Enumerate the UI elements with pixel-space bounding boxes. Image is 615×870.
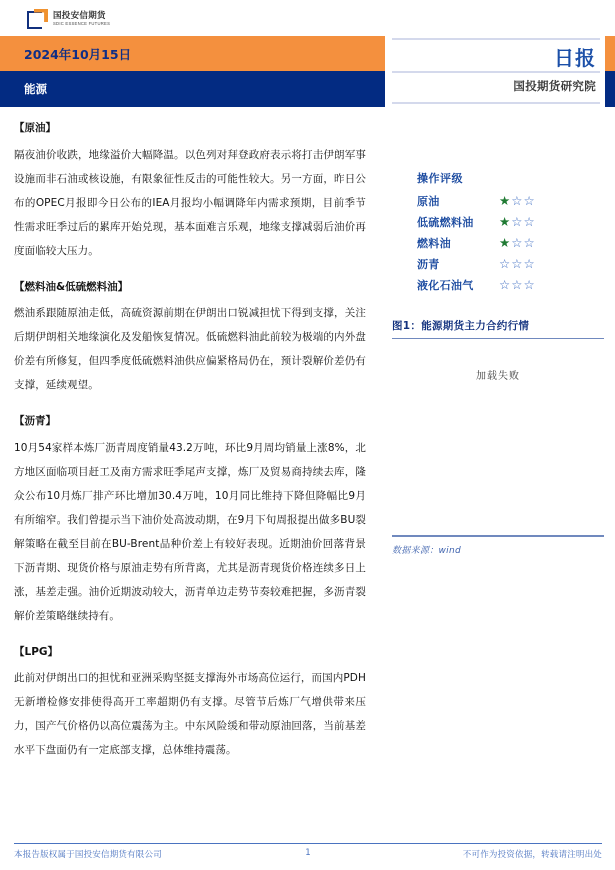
operation-rating-panel [392,170,602,298]
figure-chart-area [392,339,604,535]
header-rule-top [392,38,600,40]
report-body [14,122,366,780]
star-empty-icon: ☆ [523,234,536,250]
footer-disclaimer: 不可作为投资依据，转载请注明出处 [462,850,602,861]
rating-product-name: 低硫燃料油 [417,216,474,229]
header-right-panel [392,38,600,107]
rating-product-name: 液化石油气 [417,279,474,292]
star-empty-icon: ☆ [523,213,536,229]
report-header [0,36,615,107]
rating-row [417,193,602,209]
figure-load-failed-message: 加载失败 [476,371,520,383]
footer-rule [14,843,602,844]
rating-stars [499,255,536,271]
logo-company-name-en: SDIC ESSENCE FUTURES [53,21,111,27]
logo-mark-icon [27,9,48,30]
star-empty-icon: ☆ [499,276,512,292]
rating-product-name: 原油 [417,195,440,208]
logo-bar [0,0,615,36]
star-empty-icon: ☆ [511,192,524,208]
section-title: 【燃料油&低硫燃料油】 [14,280,129,293]
star-empty-icon: ☆ [511,276,524,292]
star-empty-icon: ☆ [511,213,524,229]
rating-stars [499,213,536,229]
figure-title: 图1：能源期货主力合约行情 [392,320,530,332]
company-logo [27,9,110,30]
header-navy-bar [0,71,385,107]
section-paragraph: 隔夜油价收跌，地缘溢价大幅降温。以色列对拜登政府表示将打击伊朗军事设施而非石油或核设施，有限象征性反击的可能性较大。另一方面，昨日公布的OPEC月报即今日公布的IEA月报均小幅调降年内需求预期，目前季节性需求旺季过后的累库开始兑现，基本面难言乐观，地缘支撑减弱后油价再度面临较大压力。 [14,148,366,257]
report-sector: 能源 [24,82,47,96]
star-filled-icon: ★ [499,213,512,229]
section-paragraph: 燃油系跟随原油走低，高硫资源前期在伊朗出口锐减担忧下得到支撑，关注后期伊朗相关地缘演化及发船恢复情况。低硫燃料油此前较为极端的内外盘价差有所修复，但四季度低硫燃料油供应偏紧格局仍在，预计裂解价差仍有支撑，延续观望。 [14,307,366,392]
section-fuel-oil [14,281,366,398]
star-empty-icon: ☆ [499,255,512,271]
section-title: 【沥青】 [14,415,56,428]
research-institute: 国投期货研究院 [513,79,596,93]
header-rule-middle [392,71,600,73]
page-footer [14,843,602,868]
section-title: 【原油】 [14,122,56,134]
rating-row [417,235,602,251]
rating-heading: 操作评级 [417,172,463,185]
section-paragraph: 此前对伊朗出口的担忧和亚洲采购坚挺支撑海外市场高位运行，而国内PDH无新增检修安排使得高开工率超期仍有支撑。尽管节后炼厂气增供带来压力，国产气价格仍以高位震荡为主。中东风险缓和带动原油回落，当前基差水平下盘面仍有一定底部支撑，总体维持震荡。 [14,672,366,757]
figure-1 [392,318,604,556]
rating-stars [499,234,536,250]
report-type: 日报 [554,46,596,70]
footer-copyright: 本报告版权属于国投安信期货有限公司 [14,850,162,861]
logo-text [53,12,110,26]
star-filled-icon: ★ [499,234,512,250]
section-bitumen [14,415,366,628]
figure-data-source: 数据来源：wind [392,545,461,556]
rating-stars [499,276,536,292]
star-empty-icon: ☆ [523,276,536,292]
section-lpg [14,646,366,763]
rating-row [417,214,602,230]
star-empty-icon: ☆ [511,234,524,250]
section-title: 【LPG】 [14,645,59,658]
logo-company-name-cn: 国投安信期货 [53,11,106,22]
star-empty-icon: ☆ [523,192,536,208]
footer-row [14,848,602,868]
rating-product-name: 沥青 [417,258,440,271]
section-crude-oil [14,122,366,263]
rating-row-list [417,193,602,293]
rating-stars [499,192,536,208]
section-paragraph: 10月54家样本炼厂沥青周度销量43.2万吨，环比9月周均销量上涨8%，北方地区面临项目赶工及南方需求旺季尾声支撑，炼厂及贸易商持续去库，隆众公布10月炼厂排产环比增加30.4万吨，10月同比维持下降但降幅比9月有所缩窄。我们曾提示当下油价处高波动期，在9月下旬周报提出做多BU裂解策略在截至目前在BU-Brent品种价差上有较好表现。近期油价回落背景下沥青期、现货价格与原油走势有所背离，尤其是沥青现货价格连续多日上涨，基差走强。油价近期波动较大，沥青单边走势节奏较难把握，多沥青裂解价差策略继续持有。 [14,441,366,622]
report-date: 2024年10月15日 [24,47,132,62]
rating-product-name: 燃料油 [417,237,451,250]
rating-row [417,256,602,272]
star-empty-icon: ☆ [511,255,524,271]
header-orange-bar-right-accent [605,36,615,71]
header-navy-bar-right-accent [605,71,615,107]
star-filled-icon: ★ [499,192,512,208]
rating-block [392,170,602,293]
footer-page-number: 1 [305,848,311,859]
star-empty-icon: ☆ [523,255,536,271]
rating-row [417,277,602,293]
header-rule-bottom [392,102,600,104]
